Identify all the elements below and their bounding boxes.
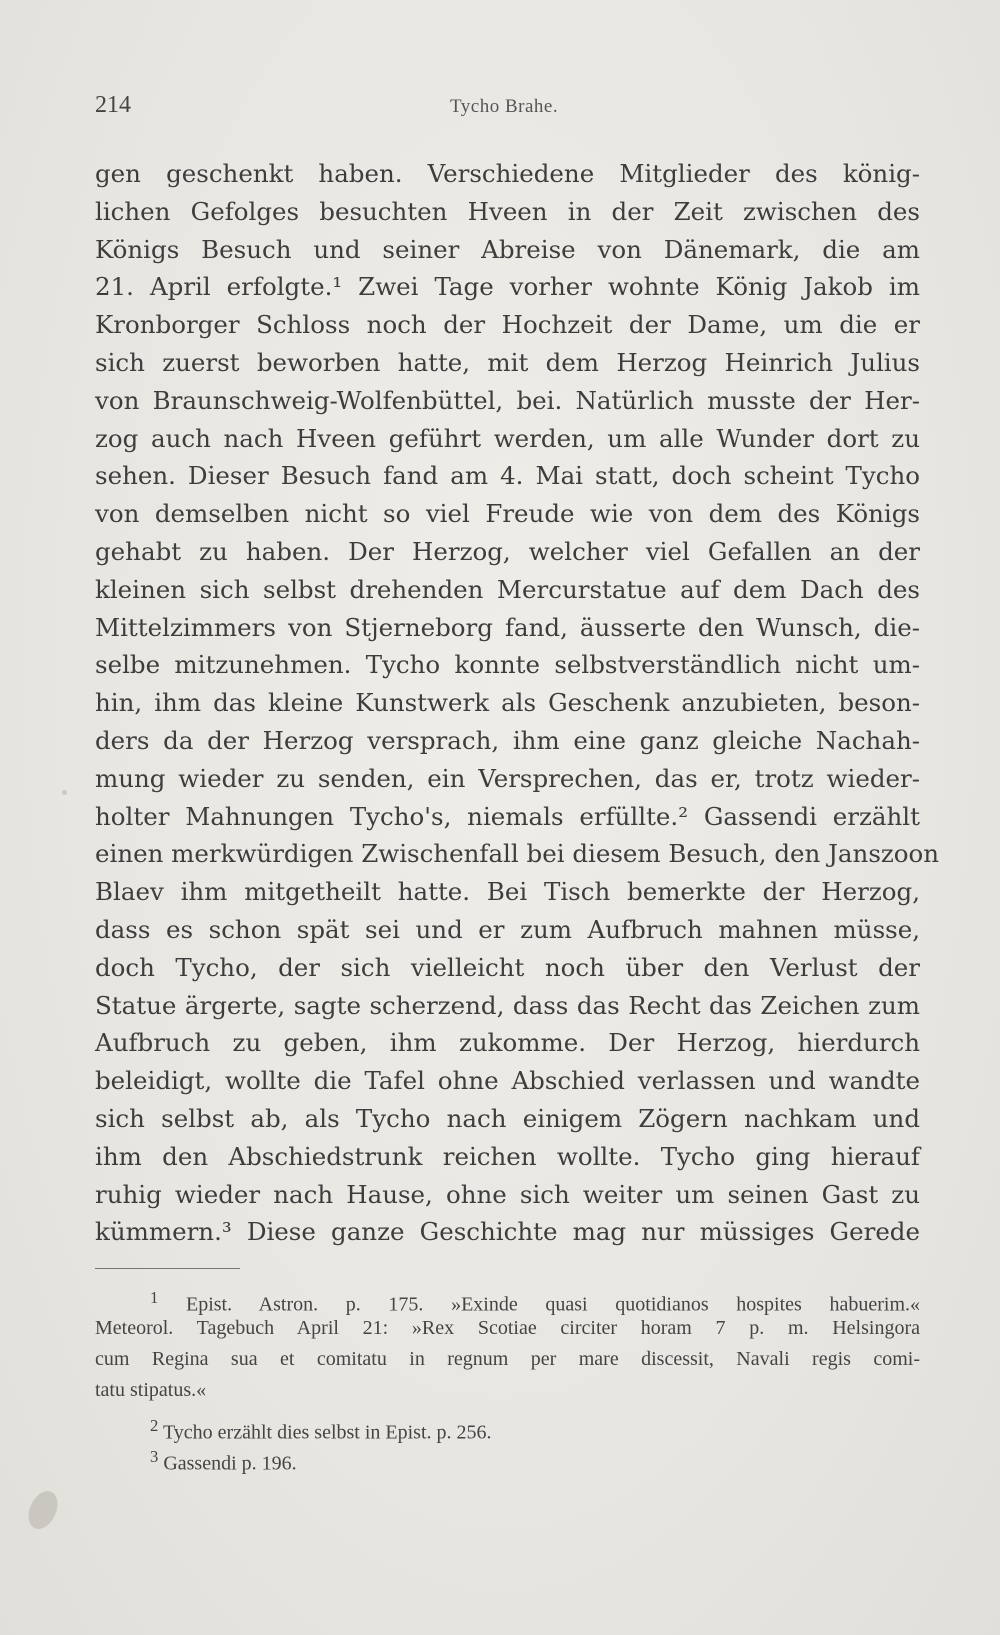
footnote-2	[95, 1410, 920, 1444]
text-line: kleinen sich selbst drehenden Mercurstatue auf dem Dach des	[95, 574, 920, 604]
text-line: von Braunschweig-Wolfenbüttel, bei. Natürlich musste der Her-	[95, 385, 920, 415]
text-line: gehabt zu haben. Der Herzog, welcher viel Gefallen an der	[95, 536, 920, 566]
text-line: hin, ihm das kleine Kunstwerk als Geschenk anzubieten, beson-	[95, 688, 920, 718]
text-line: sich zuerst beworben hatte, mit dem Herzog Heinrich Julius	[95, 347, 920, 377]
text-line: Kronborger Schloss noch der Hochzeit der Dame, um die er	[95, 310, 920, 340]
text-line: Königs Besuch und seiner Abreise von Dänemark, die am	[95, 234, 920, 264]
text-line: ihm den Abschiedstrunk reichen wollte. Tycho ging hierauf	[95, 1141, 920, 1171]
paper-speck	[62, 790, 67, 795]
text-line: Blaev ihm mitgetheilt hatte. Bei Tisch bemerkte der Herzog,	[95, 877, 920, 907]
text-line: ders da der Herzog versprach, ihm eine ganz gleiche Nachah-	[95, 725, 920, 755]
text-line: gen geschenkt haben. Verschiedene Mitglieder des könig-	[95, 159, 920, 188]
text-line: von demselben nicht so viel Freude wie von dem des Königs	[95, 499, 920, 529]
text-line: Aufbruch zu geben, ihm zukomme. Der Herzog, hierdurch	[95, 1028, 920, 1058]
footnotes	[95, 1282, 921, 1475]
footnote-rule	[95, 1268, 240, 1269]
text-line: mung wieder zu senden, ein Versprechen, das er, trotz wieder-	[95, 763, 920, 793]
text-line: kümmern.³ Diese ganze Geschichte mag nur müssiges Gerede	[95, 1217, 920, 1247]
text-line: dass es schon spät sei und er zum Aufbruch mahnen müsse,	[95, 914, 920, 944]
text-line: selbe mitzunehmen. Tycho konnte selbstverständlich nicht um-	[95, 650, 920, 680]
text-line: lichen Gefolges besuchten Hveen in der Zeit zwischen des	[95, 196, 920, 226]
text-line: ruhig wieder nach Hause, ohne sich weiter um seinen Gast zu	[95, 1179, 920, 1209]
footnote-marker: 3	[150, 1447, 159, 1466]
running-title: Tycho Brahe.	[450, 96, 559, 117]
text-line: Mittelzimmers von Stjerneborg fand, äusserte den Wunsch, die-	[95, 612, 920, 642]
footnote-3	[95, 1441, 920, 1475]
page-number: 214	[95, 92, 131, 118]
text-line: beleidigt, wollte die Tafel ohne Abschied verlassen und wandte	[95, 1066, 920, 1096]
body-text	[95, 155, 940, 1251]
footnote-1	[95, 1282, 921, 1316]
text-line: sich selbst ab, als Tycho nach einigem Zögern nachkam und	[95, 1103, 920, 1133]
footnote-text: Gassendi p. 196.	[163, 1452, 297, 1475]
text-line: zog auch nach Hveen geführt werden, um alle Wunder dort zu	[95, 423, 920, 453]
text-line: Statue ärgerte, sagte scherzend, dass das Recht das Zeichen zum	[95, 990, 920, 1020]
footnote-text: Epist. Astron. p. 175. »Exinde quasi quotidianos hospites habuerim.«	[186, 1293, 921, 1316]
text-line: 21. April erfolgte.¹ Zwei Tage vorher wohnte König Jakob im	[95, 272, 920, 302]
footnote-1-continuation: tatu stipatus.«	[95, 1379, 207, 1401]
running-head	[95, 92, 920, 122]
text-line: sehen. Dieser Besuch fand am 4. Mai statt, doch scheint Tycho	[95, 461, 920, 491]
text-line: holter Mahnungen Tycho's, niemals erfüllte.² Gassendi erzählt	[95, 801, 920, 831]
paper-stain	[23, 1486, 63, 1533]
text-line: doch Tycho, der sich vielleicht noch über den Verlust der	[95, 952, 920, 982]
footnote-1-continuation: cum Regina sua et comitatu in regnum per mare discessit, Navali regis comi-	[95, 1348, 920, 1370]
text-line: einen merkwürdigen Zwischenfall bei diesem Besuch, den Janszoon	[95, 839, 940, 869]
footnote-1-continuation: Meteorol. Tagebuch April 21: »Rex Scotiae circiter horam 7 p. m. Helsingora	[95, 1317, 920, 1339]
footnote-text: Tycho erzählt dies selbst in Epist. p. 256.	[162, 1421, 492, 1444]
footnote-marker: 2	[150, 1416, 159, 1435]
footnote-marker: 1	[150, 1288, 159, 1307]
